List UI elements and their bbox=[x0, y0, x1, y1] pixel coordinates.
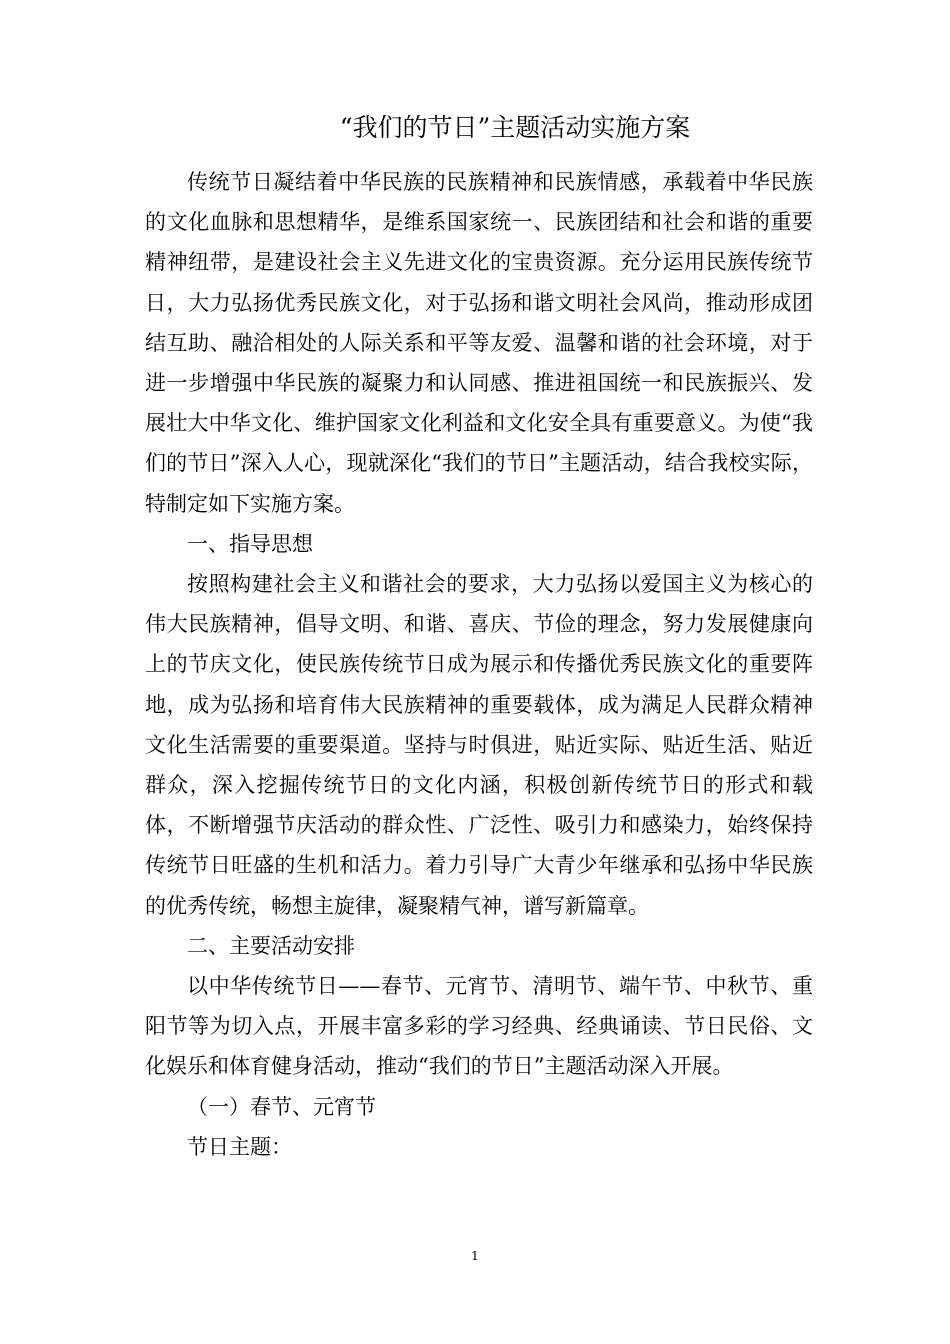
document-title: “我们的节日”主题活动实施方案 bbox=[339, 113, 691, 142]
guiding-thought-paragraph: 按照构建社会主义和谐社会的要求，大力弘扬以爱国主义为核心的伟大民族精神，倡导文明、和谐、喜庆、节俭的理念，努力发展健康向上的节庆文化，使民族传统节日成为展示和传播优秀民族文化的重要阵地，成为弘扬和培育伟大民族精神的重要载体，成为满足人民群众精神文化生活需要的重要渠道。坚持与时俱进，贴近实际、贴近生活、贴近群众，深入挖掘传统节日的文化内涵，积极创新传统节日的形式和载体，不断增强节庆活动的群众性、广泛性、吸引力和感染力，始终保持传统节日旺盛的生机和活力。着力引导广大青少年继承和弘扬中华民族的优秀传统，畅想主旋律，凝聚精气神，谱写新篇章。 bbox=[145, 572, 813, 918]
main-activities-paragraph: 以中华传统节日——春节、元宵节、清明节、端午节、中秋节、重阳节等为切入点，开展丰富多彩的学习经典、经典诵读、节日民俗、文化娱乐和体育健身活动，推动“我们的节日”主题活动深入开展。 bbox=[145, 974, 813, 1079]
intro-paragraph: 传统节日凝结着中华民族的民族精神和民族情感，承载着中华民族的文化血脉和思想精华，是维系国家统一、民族团结和社会和谐的重要精神纽带，是建设社会主义先进文化的宝贵资源。充分运用民族传统节日，大力弘扬优秀民族文化，对于弘扬和谐文明社会风尚，推动形成团结互助、融洽相处的人际关系和平等友爱、温馨和谐的社会环境，对于进一步增强中华民族的凝聚力和认同感、推进祖国统一和民族振兴、发展壮大中华文化、维护国家文化利益和文化安全具有重要意义。为使“我们的节日”深入人心，现就深化“我们的节日”主题活动，结合我校实际，特制定如下实施方案。 bbox=[145, 170, 813, 516]
section-heading-guiding-thought: 一、指导思想 bbox=[187, 531, 313, 556]
section-heading-main-activities: 二、主要活动安排 bbox=[187, 933, 355, 958]
page-number: 1 bbox=[471, 1249, 479, 1263]
festival-theme-label: 节日主题： bbox=[187, 1134, 292, 1159]
document-body bbox=[145, 162, 813, 1167]
subsection-heading-spring-festival: （一）春节、元宵节 bbox=[187, 1094, 376, 1119]
